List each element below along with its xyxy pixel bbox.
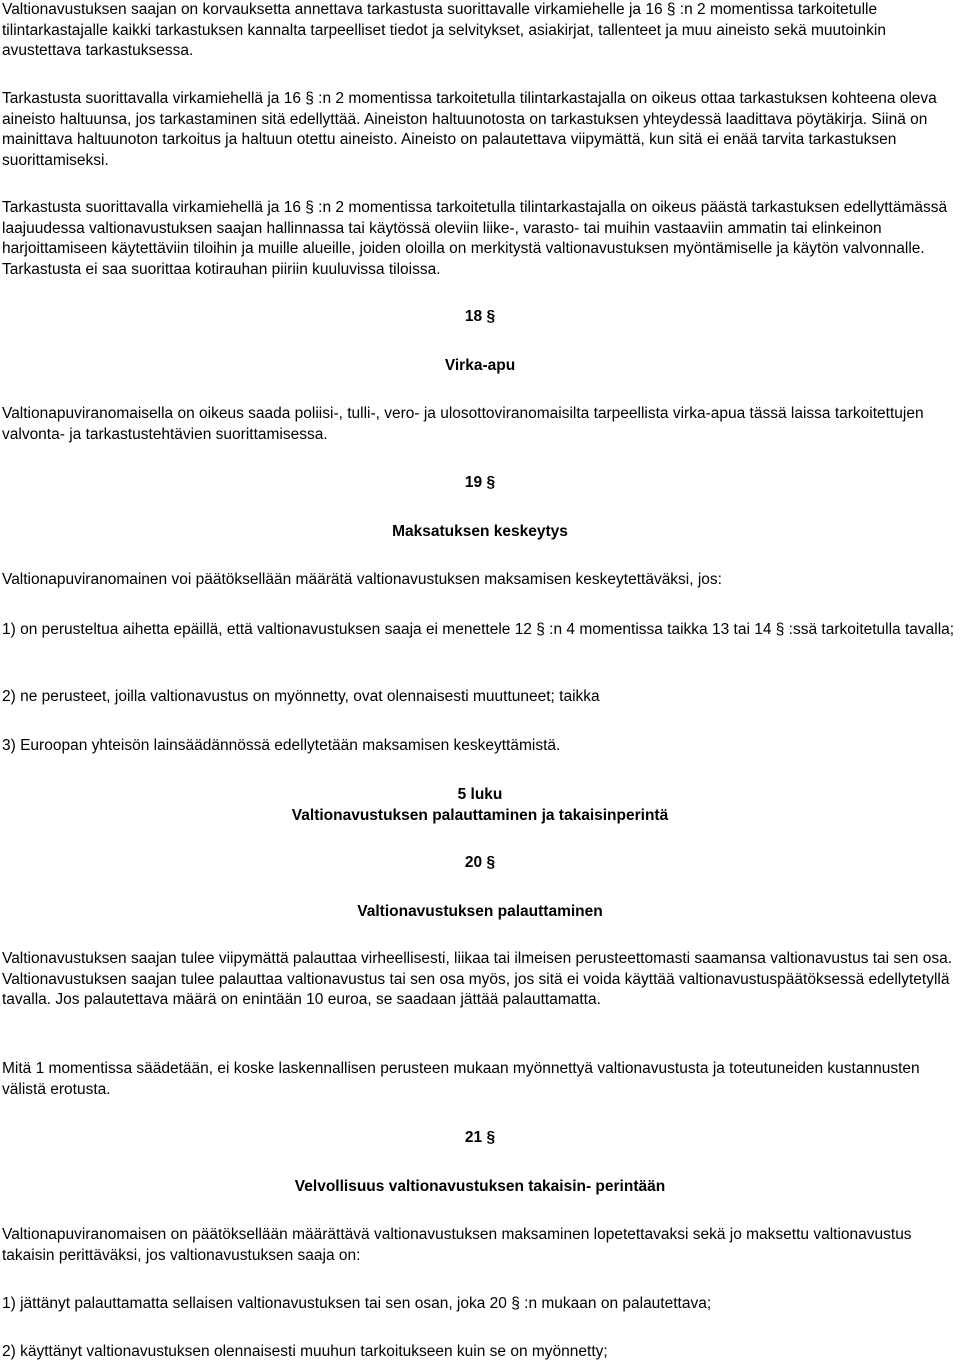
section-20-title: Valtionavustuksen palauttaminen: [357, 903, 603, 920]
section-18-paragraph: Valtionapuviranomaisella on oikeus saada poliisi-, tulli-, vero- ja ulosottoviranomaisilta tarpeellista virka-apua tässä laissa tarkoitettujen valvonta- ja tarkastustehtävien suorittamisessa.: [2, 405, 924, 443]
section-18-title: Virka-apu: [444, 357, 516, 374]
section-18-number: 18 §: [464, 308, 496, 325]
section-21-item-1: 1) jättänyt palauttamatta sellaisen valtionavustuksen tai sen osan, joka 20 § :n mukaan on palautettava;: [2, 1295, 712, 1312]
section-20-number: 20 §: [464, 854, 496, 871]
section-19-number: 19 §: [464, 474, 496, 491]
chapter-5-title: Valtionavustuksen palauttaminen ja takaisinperintä: [291, 807, 669, 824]
section-19-title: Maksatuksen keskeytys: [392, 523, 568, 540]
section-21-title: Velvollisuus valtionavustuksen takaisin- perintään: [294, 1178, 666, 1195]
section-19-item-2: 2) ne perusteet, joilla valtionavustus on myönnetty, ovat olennaisesti muuttuneet; taikka: [2, 688, 600, 705]
section-21-number: 21 §: [464, 1129, 496, 1146]
paragraph-assistance-duty: Valtionavustuksen saajan on korvauksetta annettava tarkastusta suorittavalle virkamiehelle ja 16 § :n 2 momentissa tarkoitetulle tilintarkastajalle kaikki tarkastuksen kannalta tarpeelliset tiedot ja selvitykset, asiakirjat, tallenteet ja muu aineisto sekä muutoinkin avustettava tarkastuksessa.: [2, 1, 886, 59]
section-21-intro: Valtionapuviranomaisen on päätöksellään määrättävä valtionavustuksen maksaminen lopetettavaksi sekä jo maksettu valtionavustus takaisin perittäväksi, jos valtionavustuksen saaja on:: [2, 1226, 912, 1264]
chapter-5-number: 5 luku: [457, 786, 503, 803]
section-20-paragraph-1: Valtionavustuksen saajan tulee viipymättä palauttaa virheellisesti, liikaa tai ilmeisen perusteettomasti saamansa valtionavustus tai sen osa. Valtionavustuksen saajan tulee palauttaa valtionavustus tai sen osa myös, jos sitä ei voida käyttää valtionavustuspäätöksessä edellytetyllä tavalla. Jos palautettava määrä on enintään 10 euroa, se saadaan jättää palauttamatta.: [2, 950, 953, 1008]
section-20-paragraph-2: Mitä 1 momentissa säädetään, ei koske laskennallisen perusteen mukaan myönnettyä valtionavustusta ja toteutuneiden kustannusten välistä erotusta.: [2, 1060, 920, 1098]
section-19-item-1: 1) on perusteltua aihetta epäillä, että valtionavustuksen saaja ei menettele 12 § :n 4 momentissa taikka 13 tai 14 § :ssä tarkoitetulla tavalla;: [2, 621, 955, 638]
paragraph-material-custody: Tarkastusta suorittavalla virkamiehellä ja 16 § :n 2 momentissa tarkoitetulla tilintarkastajalla on oikeus ottaa tarkastuksen kohteena oleva aineisto haltuunsa, jos tarkastaminen sitä edellyttää. Aineiston haltuunotosta on tarkastuksen yhteydessä laadittava pöytäkirja. Siinä on mainittava haltuunoton tarkoitus ja haltuun otettu aineisto. Aineisto on palautettava viipymättä, kun sitä ei enää tarvita tarkastuksen suorittamiseksi.: [2, 90, 937, 169]
section-19-intro: Valtionapuviranomainen voi päätöksellään määrätä valtionavustuksen maksamisen keskeytettäväksi, jos:: [2, 571, 722, 588]
section-19-item-3: 3) Euroopan yhteisön lainsäädännössä edellytetään maksamisen keskeyttämistä.: [2, 737, 561, 754]
section-21-item-2: 2) käyttänyt valtionavustuksen olennaisesti muuhun tarkoitukseen kuin se on myönnetty;: [2, 1343, 608, 1360]
paragraph-premises-access: Tarkastusta suorittavalla virkamiehellä ja 16 § :n 2 momentissa tarkoitetulla tilintarkastajalla on oikeus päästä tarkastuksen edellyttämässä laajuudessa valtionavustuksen saajan hallinnassa tai käytössä oleviin liike-, varasto- tai muihin vastaaviin ammatin tai elinkeinon harjoittamiseen käytettäviin tiloihin ja muille alueille, joiden oloilla on merkitystä valtionavustuksen myöntämiselle ja käytön valvonnalle. Tarkastusta ei saa suorittaa kotirauhan piiriin kuuluvissa tiloissa.: [2, 199, 948, 278]
